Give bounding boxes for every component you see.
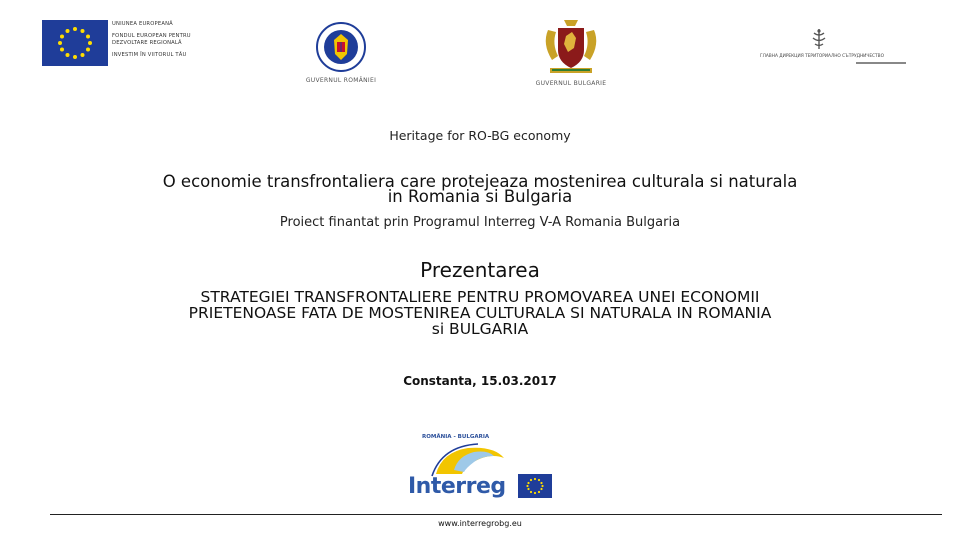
place-and-date: Constanta, 15.03.2017 bbox=[403, 374, 557, 388]
project-subtitle bbox=[0, 174, 960, 204]
romania-seal-icon bbox=[316, 20, 366, 74]
presentation-heading: Prezentarea bbox=[420, 258, 540, 282]
bulgaria-government-logo bbox=[530, 14, 612, 90]
subtitle-line: O economie transfrontaliera care protejeaza mostenirea culturala si naturala bbox=[162, 172, 798, 191]
website-link[interactable]: www.interregrobg.eu bbox=[438, 519, 522, 528]
eu-fund-label: FONDUL EUROPEAN PENTRU bbox=[112, 33, 191, 39]
bulgaria-coat-of-arms-icon bbox=[540, 14, 602, 78]
ministry-logo bbox=[738, 28, 908, 68]
eu-fund-logo bbox=[42, 20, 212, 70]
funding-statement: Proiect finantat prin Programul Interreg V-A Romania Bulgaria bbox=[279, 215, 681, 230]
project-name: Heritage for RO-BG economy bbox=[389, 128, 571, 143]
interreg-logo bbox=[404, 434, 554, 504]
interreg-region-tag: ROMÂNIA - BULGARIA bbox=[422, 434, 490, 440]
strategy-line: si BULGARIA bbox=[431, 320, 529, 338]
eu-label: UNIUNEA EUROPEANĂ bbox=[112, 21, 173, 27]
ministry-caption: ГЛАВНА ДИРЕКЦИЯ ТЕРИТОРИАЛНО СЪТРУДНИЧЕСТВО bbox=[759, 54, 885, 59]
eu-fund-label-2: DEZVOLTARE REGIONALĂ bbox=[112, 40, 182, 46]
romania-caption: GUVERNUL ROMÂNIEI bbox=[305, 77, 377, 84]
ministry-emblem-icon bbox=[808, 28, 830, 50]
interreg-map-icon bbox=[414, 440, 514, 478]
strategy-line: STRATEGIEI TRANSFRONTALIERE PENTRU PROMOVAREA UNEI ECONOMII bbox=[200, 288, 760, 306]
bulgaria-caption: GUVERNUL BULGARIE bbox=[535, 80, 607, 87]
interreg-eu-flag-icon bbox=[518, 474, 552, 498]
strategy-line: PRIETENOASE FATA DE MOSTENIREA CULTURALA SI NATURALA IN ROMANIA bbox=[188, 304, 772, 322]
subtitle-line: in Romania si Bulgaria bbox=[387, 187, 573, 206]
footer-divider bbox=[50, 514, 942, 515]
strategy-title bbox=[0, 289, 960, 337]
interreg-wordmark: Interreg bbox=[408, 474, 506, 499]
eu-motto: INVESTIM ÎN VIITORUL TĂU bbox=[112, 52, 187, 58]
romania-government-logo bbox=[296, 18, 386, 88]
ministry-subline bbox=[856, 62, 906, 64]
eu-flag-icon bbox=[42, 20, 108, 66]
